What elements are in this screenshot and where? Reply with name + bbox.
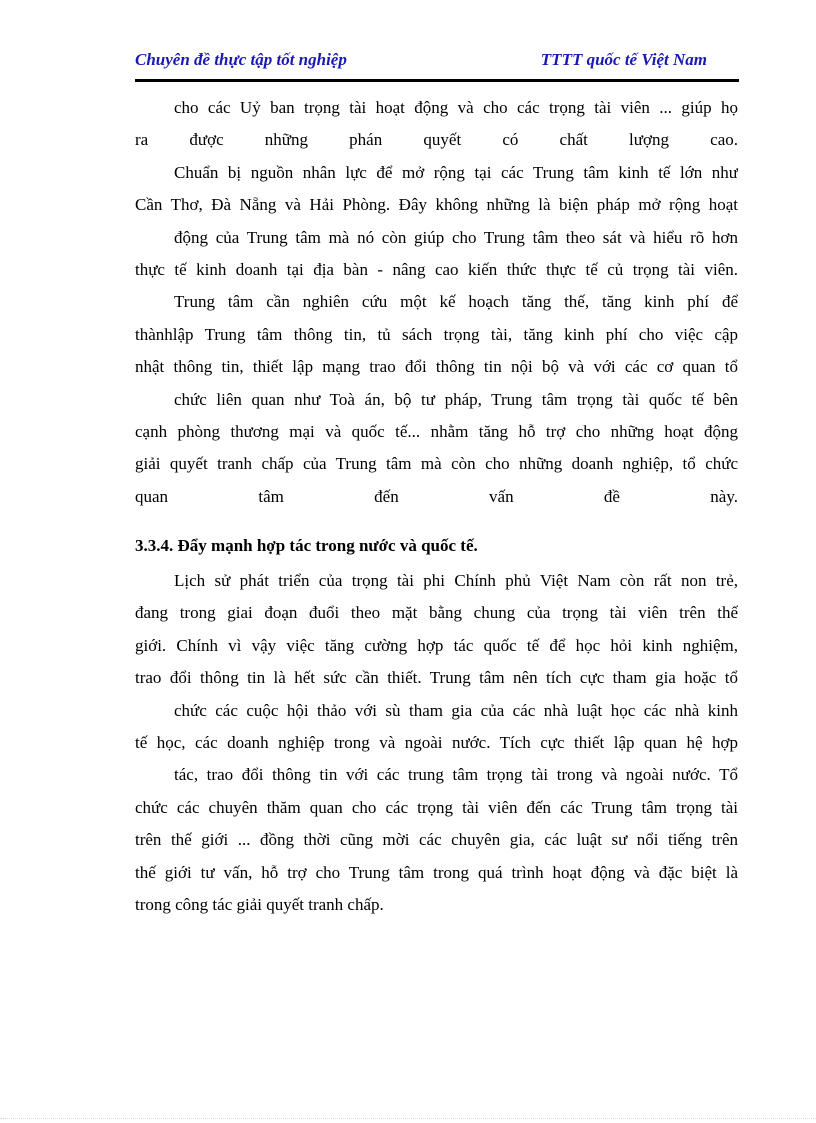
text-line: đang trong giai đoạn đuổi theo mặt bằng chung của trọng tài viên trên thế bbox=[135, 603, 738, 623]
document-body bbox=[135, 92, 738, 921]
text-line: thànhlập Trung tâm thông tin, tủ sách trọng tài, tăng kinh phí cho việc cập bbox=[135, 324, 738, 344]
text-line: thế giới tư vấn, hỗ trợ cho Trung tâm trong quá trình hoạt động và đặc biệt là bbox=[135, 862, 738, 882]
paragraph-block-2 bbox=[135, 565, 738, 921]
text-line: cạnh phòng thương mại và quốc tế... nhằm tăng hỗ trợ cho những hoạt động bbox=[135, 421, 738, 441]
text-line: Trung tâm cần nghiên cứu một kế hoạch tăng thế, tăng kinh phí để bbox=[174, 292, 738, 312]
text-line: chức liên quan như Toà án, bộ tư pháp, Trung tâm trọng tài quốc tế bên bbox=[174, 389, 738, 409]
text-line: quan tâm đến vấn đề này. bbox=[135, 486, 738, 506]
text-line: Lịch sử phát triển của trọng tài phi Chính phủ Việt Nam còn rất non trẻ, bbox=[174, 571, 738, 591]
text-line: cho các Uỷ ban trọng tài hoạt động và cho các trọng tài viên ... giúp họ bbox=[174, 98, 738, 117]
text-line: động của Trung tâm mà nó còn giúp cho Trung tâm theo sát và hiểu rõ hơn bbox=[174, 227, 738, 247]
text-line: Cần Thơ, Đà Nẵng và Hải Phòng. Đây không những là biện pháp mở rộng hoạt bbox=[135, 195, 738, 215]
text-line: Chuẩn bị nguồn nhân lực để mở rộng tại các Trung tâm kinh tế lớn như bbox=[174, 162, 738, 182]
text-line: trong công tác giải quyết tranh chấp. bbox=[135, 894, 384, 914]
text-line: ra được những phán quyết có chất lượng cao. bbox=[135, 130, 738, 150]
text-line: giải quyết tranh chấp của Trung tâm mà còn cho những doanh nghiệp, tổ chức bbox=[135, 454, 738, 474]
page-header bbox=[135, 48, 738, 72]
text-line: chức các chuyên thăm quan cho các trọng tài viên đến các Trung tâm trọng tài bbox=[135, 797, 738, 817]
text-line: tế học, các doanh nghiệp trong và ngoài nước. Tích cực thiết lập quan hệ hợp bbox=[135, 733, 738, 753]
header-document-title: Chuyên đề thực tập tốt nghiệp bbox=[135, 50, 347, 69]
text-line: trao đổi thông tin là hết sức cần thiết. Trung tâm nên tích cực tham gia hoặc tổ bbox=[135, 668, 738, 688]
section-heading: 3.3.4. Đẩy mạnh hợp tác trong nước và quốc tế. bbox=[135, 536, 478, 556]
page-bottom-border bbox=[0, 1118, 816, 1120]
text-line: nhật thông tin, thiết lập mạng trao đổi thông tin nội bộ và với các cơ quan tổ bbox=[135, 357, 738, 377]
text-line: chức các cuộc hội thảo với sù tham gia của các nhà luật học các nhà kinh bbox=[174, 700, 738, 720]
header-organization: TTTT quốc tế Việt Nam bbox=[540, 50, 707, 69]
text-line: giới. Chính vì vậy việc tăng cường hợp tác quốc tế để học hỏi kinh nghiệm, bbox=[135, 635, 738, 655]
header-rule bbox=[135, 79, 739, 82]
paragraph-block-1 bbox=[135, 92, 738, 513]
text-line: trên thế giới ... đồng thời cũng mời các chuyên gia, các luật sư nổi tiếng trên bbox=[135, 830, 738, 850]
text-line: thực tế kinh doanh tại địa bàn - nâng cao kiến thức thực tế củ trọng tài viên. bbox=[135, 259, 738, 279]
text-line: tác, trao đổi thông tin với các trung tâm trọng tài trong và ngoài nước. Tổ bbox=[174, 765, 738, 785]
